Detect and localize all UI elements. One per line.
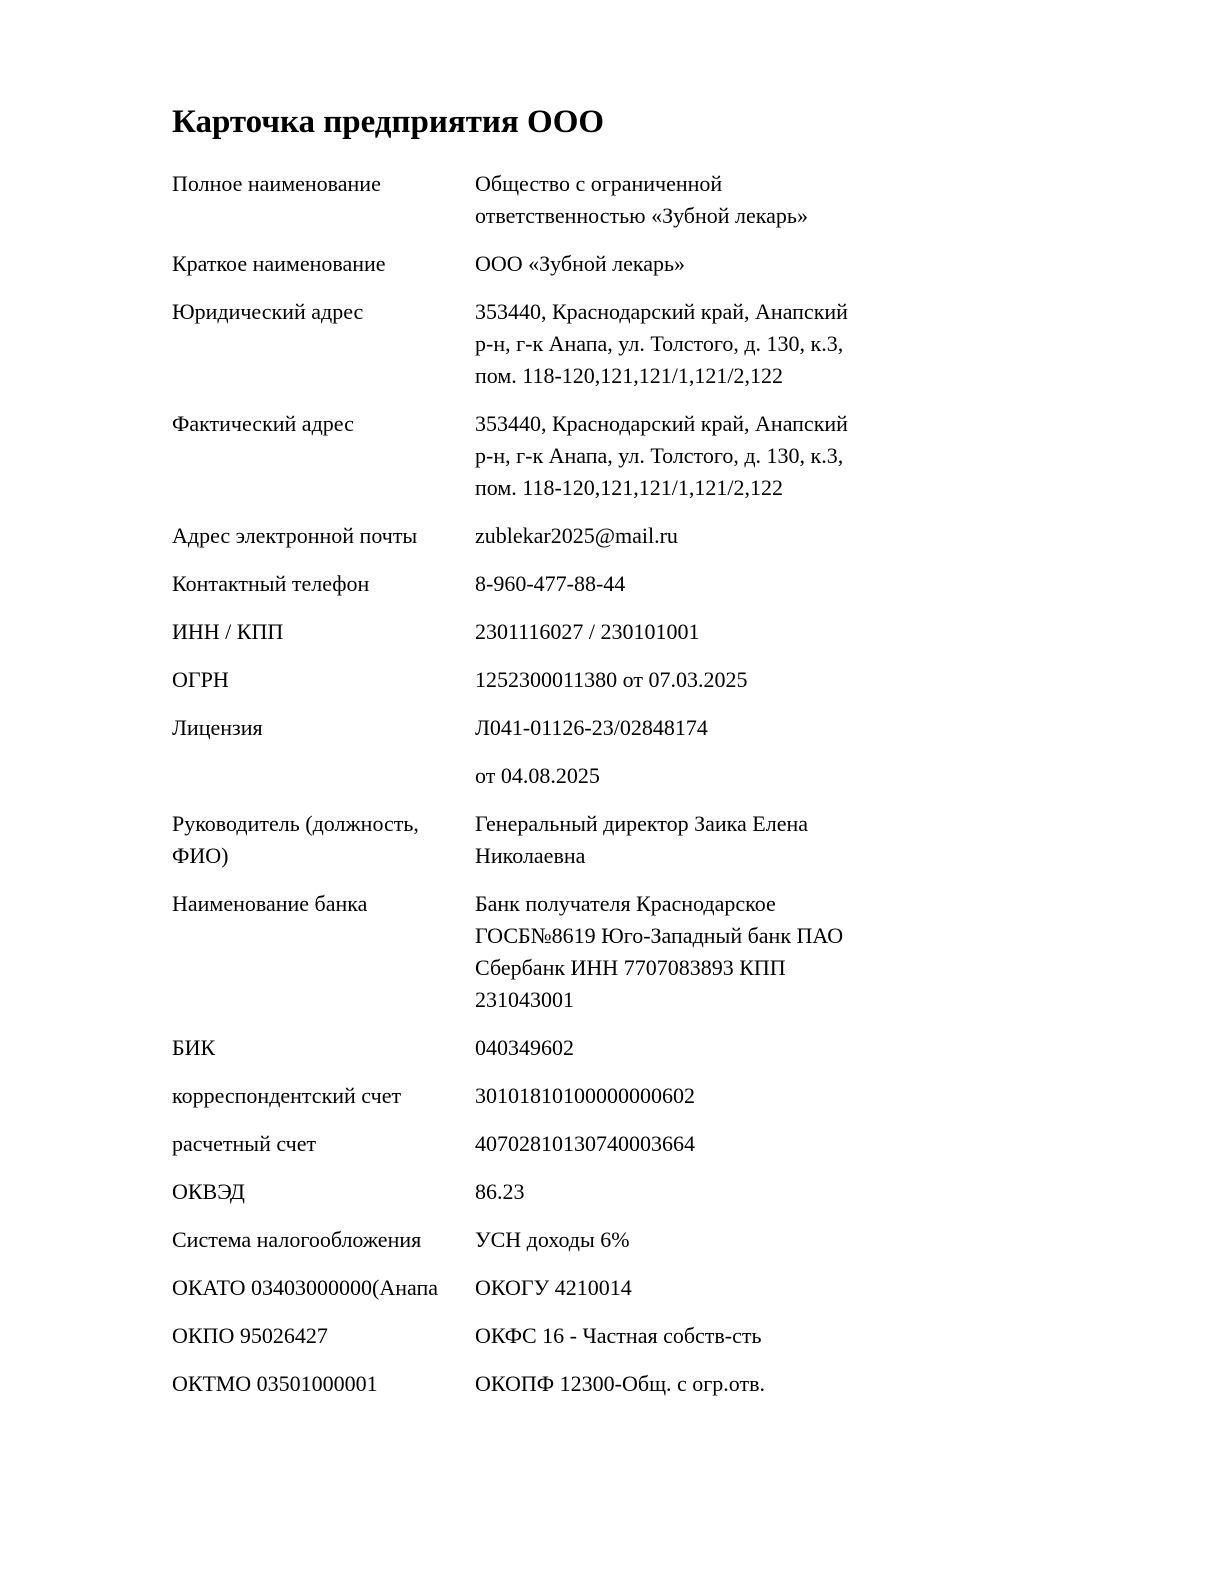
row-label: корреспондентский счет: [172, 1083, 402, 1108]
row-label: ОГРН: [172, 667, 229, 692]
value-line: 8-960-477-88-44: [475, 571, 626, 596]
row-label: Полное наименование: [172, 171, 381, 196]
table-row: [172, 616, 1086, 648]
row-value: [475, 248, 850, 280]
row-label: Адрес электронной почты: [172, 523, 418, 548]
table-row: [172, 1176, 1086, 1208]
row-value: [475, 168, 850, 232]
table-row: [172, 568, 1086, 600]
row-label: БИК: [172, 1035, 216, 1060]
value-line: 86.23: [475, 1179, 525, 1204]
company-card-table: [172, 168, 1086, 1400]
value-line: 353440, Краснодарский край, Анапский р-н, г-к Анапа, ул. Толстого, д. 130, к.3, пом. 118-120,121,121/1,121/2,122: [475, 411, 848, 500]
row-value: [475, 1176, 850, 1208]
value-line: ОКОПФ 12300-Общ. с огр.отв.: [475, 1371, 766, 1396]
row-label: ИНН / КПП: [172, 619, 284, 644]
row-value: [475, 1080, 850, 1112]
value-line: 040349602: [475, 1035, 574, 1060]
table-row: [172, 1224, 1086, 1256]
value-line: от 04.08.2025: [475, 763, 600, 788]
table-row: [172, 248, 1086, 280]
row-label: ОКТМО 03501000001: [172, 1371, 378, 1396]
row-value: [475, 568, 850, 600]
value-line: ОКОГУ 4210014: [475, 1275, 632, 1300]
page-title: Карточка предприятия ООО: [172, 104, 605, 140]
table-row: [172, 520, 1086, 552]
table-row: [172, 168, 1086, 232]
table-row: [172, 1032, 1086, 1064]
table-row: [172, 1320, 1086, 1352]
value-line: 353440, Краснодарский край, Анапский р-н, г-к Анапа, ул. Толстого, д. 130, к.3, пом. 118-120,121,121/1,121/2,122: [475, 299, 848, 388]
table-row: [172, 1080, 1086, 1112]
row-label: ОКАТО 03403000000(Анапа: [172, 1275, 439, 1300]
row-label: Наименование банка: [172, 891, 368, 916]
row-value: [475, 1368, 850, 1400]
row-value: [475, 616, 850, 648]
row-value: [475, 888, 850, 1016]
value-line: Генеральный директор Заика Елена Николаевна: [475, 811, 808, 868]
row-value: [475, 1272, 850, 1304]
row-label: Система налогообложения: [172, 1227, 422, 1252]
row-value: [475, 1224, 850, 1256]
table-row: [172, 1272, 1086, 1304]
row-value: [475, 712, 850, 792]
row-label: Краткое наименование: [172, 251, 386, 276]
row-label: Юридический адрес: [172, 299, 364, 324]
value-line: 30101810100000000602: [475, 1083, 695, 1108]
row-value: [475, 664, 850, 696]
row-label: Фактический адрес: [172, 411, 354, 436]
table-row: [172, 808, 1086, 872]
row-value: [475, 408, 850, 504]
value-line: Банк получателя Краснодарское ГОСБ№8619 Юго-Западный банк ПАО Сбербанк ИНН 7707083893 КПП 231043001: [475, 891, 844, 1012]
row-value: [475, 1128, 850, 1160]
value-line: Общество с ограниченной ответственностью «Зубной лекарь»: [475, 171, 808, 228]
table-row: [172, 1368, 1086, 1400]
value-line: 40702810130740003664: [475, 1131, 695, 1156]
table-row: [172, 296, 1086, 392]
value-line: Л041-01126-23/02848174: [475, 715, 708, 740]
value-line: ООО «Зубной лекарь»: [475, 251, 686, 276]
row-value: [475, 296, 850, 392]
row-label: ОКПО 95026427: [172, 1323, 328, 1348]
value-line: УСН доходы 6%: [475, 1227, 630, 1252]
value-line: zublekar2025@mail.ru: [475, 523, 678, 548]
table-row: [172, 408, 1086, 504]
value-line: 1252300011380 от 07.03.2025: [475, 667, 748, 692]
row-value: [475, 520, 850, 552]
row-label: Руководитель (должность, ФИО): [172, 811, 419, 868]
value-line: 2301116027 / 230101001: [475, 619, 700, 644]
row-value: [475, 1032, 850, 1064]
row-label: ОКВЭД: [172, 1179, 245, 1204]
table-row: [172, 1128, 1086, 1160]
value-line: ОКФС 16 - Частная собств-сть: [475, 1323, 762, 1348]
row-label: Контактный телефон: [172, 571, 370, 596]
row-label: Лицензия: [172, 715, 263, 740]
table-row: [172, 712, 1086, 792]
table-row: [172, 664, 1086, 696]
row-value: [475, 1320, 850, 1352]
table-row: [172, 888, 1086, 1016]
row-value: [475, 808, 850, 872]
row-label: расчетный счет: [172, 1131, 317, 1156]
